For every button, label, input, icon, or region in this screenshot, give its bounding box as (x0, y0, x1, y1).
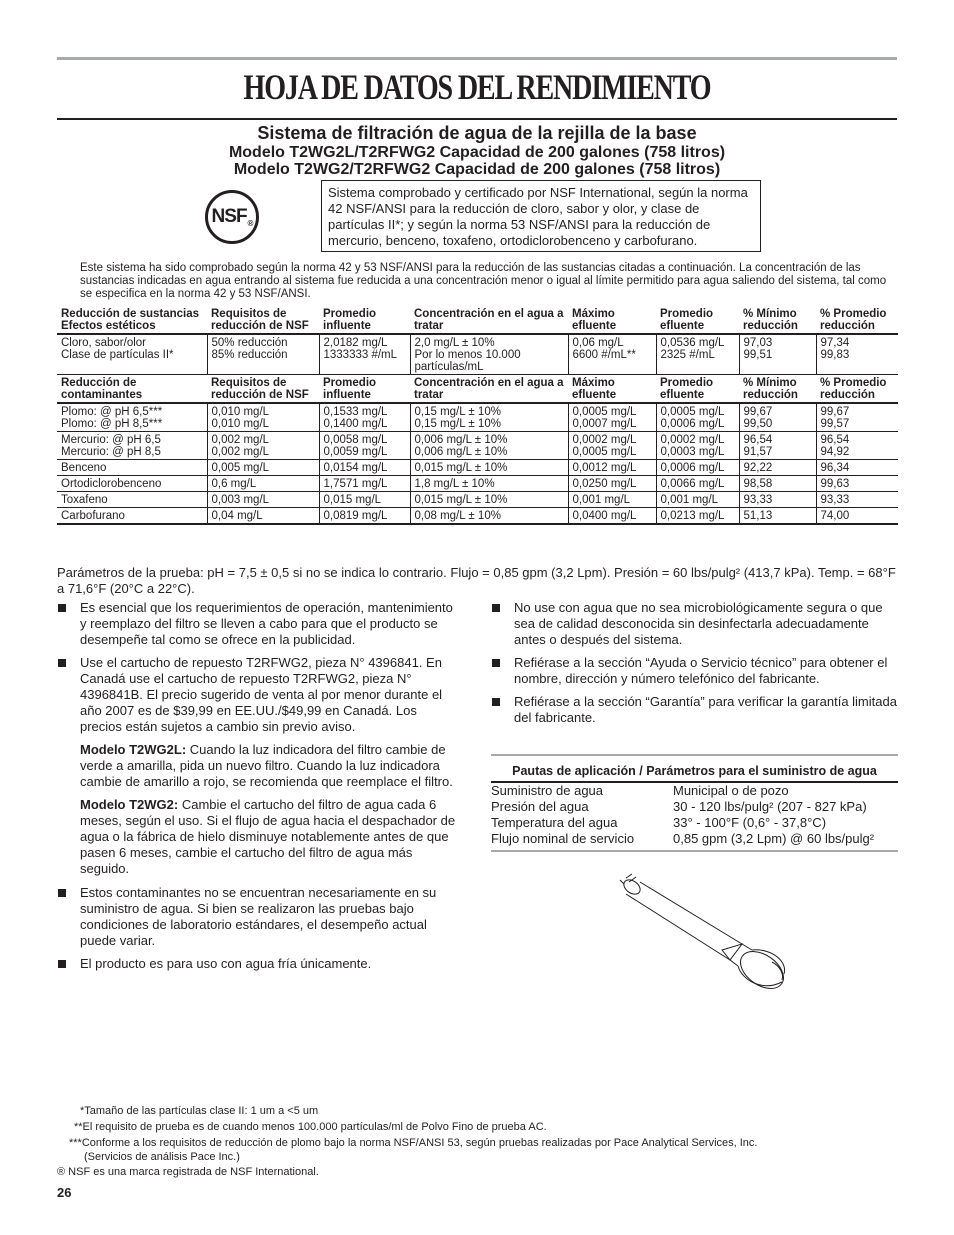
bullet-square-icon (58, 604, 66, 612)
section-heading (0, 122, 954, 178)
table-cell: 0,0819 mg/L (319, 508, 410, 525)
list-item-text: Refiérase a la sección “Ayuda o Servicio técnico” para obtener el nombre, dirección y número telefónico del fabricante. (514, 655, 888, 686)
guidelines-rows (491, 783, 898, 847)
table-row (57, 460, 898, 476)
table-cell: 0,08 mg/L ± 10% (410, 508, 568, 525)
table-cell: 0,005 mg/L (207, 460, 319, 476)
table-cell: 0,001 mg/L (568, 492, 656, 508)
table-cell: 0,0536 mg/L 2325 #/mL (656, 334, 739, 375)
table-cell: 0,0400 mg/L (568, 508, 656, 525)
table-cell: 99,63 (816, 476, 898, 492)
table-cell: Ortodiclorobenceno (61, 478, 162, 490)
table-header-row (57, 306, 898, 334)
table-cell: 92,22 (739, 460, 816, 476)
table-cell: 0,0002 mg/L 0,0003 mg/L (656, 432, 739, 460)
table-cell: 0,0006 mg/L (656, 460, 739, 476)
table-cell: 96,54 91,57 (739, 432, 816, 460)
list-item (491, 655, 899, 687)
table-cell: 0,0012 mg/L (568, 460, 656, 476)
guidelines-bottom-rule (491, 850, 898, 852)
table-cell: 1,8 mg/L ± 10% (410, 476, 568, 492)
table-header-cell: Máximo efluente (572, 308, 617, 332)
table-cell: 0,003 mg/L (207, 492, 319, 508)
table-header-cell: % Promedio reducción (820, 308, 887, 332)
table-cell: 0,015 mg/L (319, 492, 410, 508)
guidelines-value: 30 - 120 lbs/pulg² (207 - 827 kPa) (673, 799, 867, 814)
list-item (57, 655, 462, 735)
table-header-cell: Máximo efluente (572, 377, 617, 401)
footnote-trademark: ® NSF es una marca registrada de NSF International. (57, 1166, 319, 1178)
footnote-test-requirement: **El requisito de prueba es de cuando menos 100.000 partículas/ml de Polvo Fino de prueba AC. (74, 1121, 547, 1133)
filter-cartridge-illustration (612, 870, 802, 990)
table-header-cell: % Promedio reducción (820, 377, 887, 401)
page-title: HOJA DE DATOS DEL RENDIMIENTO (243, 67, 711, 107)
guidelines-key: Presión del agua (491, 799, 589, 814)
table-cell: 0,002 mg/L 0,002 mg/L (207, 432, 319, 460)
table-cell: 96,54 94,92 (816, 432, 898, 460)
list-item-text: Use el cartucho de repuesto T2RFWG2, pieza N° 4396841. En Canadá use el cartucho de repuesto T2RFWG2, pieza N° 4396841B. El precio sugerido de venta al por menor durante el año 2007 es de $39,99 en EE.UU./$49,99 en Canadá. Los precios están sujetos a cambio sin previo aviso. (80, 655, 443, 734)
model-note-t2wg2 (57, 797, 462, 877)
list-item (57, 956, 462, 972)
table-cell: 96,34 (816, 460, 898, 476)
table-header-row (57, 375, 898, 404)
table-cell: 97,03 99,51 (739, 334, 816, 375)
footnote-lead-reduction-cont: (Servicios de análisis Pace Inc.) (84, 1151, 240, 1163)
table-row (57, 508, 898, 525)
table-header-cell: Promedio efluente (660, 377, 714, 401)
table-cell: 99,67 99,50 (739, 403, 816, 432)
list-item (491, 694, 899, 726)
bullet-square-icon (58, 889, 66, 897)
table-header-cell: % Mínimo reducción (743, 308, 798, 332)
nsf-logo-text: NSF (211, 206, 247, 227)
list-item-text: Refiérase a la sección “Garantía” para verificar la garantía limitada del fabricante. (514, 694, 897, 725)
table-cell: Plomo: @ pH 6,5*** Plomo: @ pH 8,5*** (61, 406, 163, 430)
guidelines-key: Flujo nominal de servicio (491, 831, 635, 846)
table-cell: 97,34 99,83 (816, 334, 898, 375)
footnote-particle-size: *Tamaño de las partículas clase II: 1 um a <5 um (80, 1105, 319, 1117)
guidelines-value: 33° - 100°F (0,6° - 37,8°C) (673, 815, 827, 830)
list-item (57, 600, 462, 648)
table-header-cell: Reducción de contaminantes (61, 377, 143, 401)
table-cell: 0,010 mg/L 0,010 mg/L (207, 403, 319, 432)
list-item-text: No use con agua que no sea microbiológicamente segura o que sea de calidad desconocida sin desinfectarla adecuadamente antes o después del sistema. (514, 600, 883, 647)
model-note-label: Modelo T2WG2L: (80, 742, 187, 757)
table-header-cell: Promedio influente (323, 377, 377, 401)
table-cell: 0,0213 mg/L (656, 508, 739, 525)
table-row (57, 476, 898, 492)
application-guidelines (491, 754, 898, 852)
table-cell: 0,0005 mg/L 0,0007 mg/L (568, 403, 656, 432)
system-name: Sistema de filtración de agua de la rejilla de la base (257, 123, 697, 143)
table-cell: 0,06 mg/L 6600 #/mL** (568, 334, 656, 375)
right-column (491, 600, 899, 733)
test-parameters: Parámetros de la prueba: pH = 7,5 ± 0,5 si no se indica lo contrario. Flujo = 0,85 gpm (3,2 Lpm). Presión = 60 lbs/pulg² (413,7 kPa). Temp. = 68°F a 71,6°F (20°C a 22°C). (57, 565, 896, 596)
table-header-cell: Concentración en el agua a tratar (414, 308, 564, 332)
table-cell: 1,7571 mg/L (319, 476, 410, 492)
table-cell: 93,33 (739, 492, 816, 508)
table-cell: 99,67 99,57 (816, 403, 898, 432)
list-item-text: Es esencial que los requerimientos de operación, mantenimiento y reemplazo del filtro se lleven a cabo para que el producto se desempeñe tal como se ofrece en la publicidad. (80, 600, 453, 647)
table-header-cell: Reducción de sustancias Efectos estéticos (61, 308, 200, 332)
table-header-cell: Promedio influente (323, 308, 377, 332)
table-cell: 0,006 mg/L ± 10% 0,006 mg/L ± 10% (410, 432, 568, 460)
table-row (57, 403, 898, 432)
bullet-square-icon (58, 659, 66, 667)
bullet-square-icon (492, 698, 500, 706)
list-item-text: El producto es para uso con agua fría únicamente. (80, 956, 372, 971)
table-cell: 0,0066 mg/L (656, 476, 739, 492)
table-cell: 2,0182 mg/L 1333333 #/mL (319, 334, 410, 375)
certification-box: Sistema comprobado y certificado por NSF International, según la norma 42 NSF/ANSI para la reducción de cloro, sabor y olor, y clase de partículas II*; y según la norma 53 NSF/ANSI para la reducción de mercurio, benceno, toxafeno, ortodiclorobenceno y carbofurano. (321, 180, 761, 252)
table-cell: 0,001 mg/L (656, 492, 739, 508)
table-cell: 74,00 (816, 508, 898, 525)
footnote-lead-reduction: ***Conforme a los requisitos de reducción de plomo bajo la norma NSF/ANSI 53, según pruebas realizadas por Pace Analytical Services, Inc. (69, 1137, 758, 1149)
table-cell: 0,6 mg/L (207, 476, 319, 492)
guidelines-row (491, 783, 898, 799)
guidelines-key: Suministro de agua (491, 783, 604, 798)
table-cell: 0,0005 mg/L 0,0006 mg/L (656, 403, 739, 432)
table-header-cell: % Mínimo reducción (743, 377, 798, 401)
table-cell: Cloro, sabor/olor Clase de partículas II* (61, 337, 174, 361)
model-line-2: Modelo T2WG2/T2RFWG2 Capacidad de 200 galones (758 litros) (233, 161, 721, 178)
title-rule (57, 118, 897, 120)
performance-table (57, 306, 898, 525)
table-row (57, 432, 898, 460)
list-item (57, 885, 462, 949)
nsf-logo-reg: ® (247, 218, 253, 228)
model-line-1: Modelo T2WG2L/T2RFWG2 Capacidad de 200 galones (758 litros) (228, 144, 726, 161)
table-cell: 0,015 mg/L ± 10% (410, 492, 568, 508)
table-header-cell: Requisitos de reducción de NSF (211, 308, 309, 332)
model-note-text: Cambie el cartucho del filtro de agua cada 6 meses, según el uso. Si el flujo de agua hacia el despachador de agua o la fábrica de hielo disminuye notablemente antes de que pasen 6 meses, cambie el cartucho del filtro de agua más seguido. (80, 797, 456, 876)
table-cell: 0,0154 mg/L (319, 460, 410, 476)
table-header-cell: Promedio efluente (660, 308, 714, 332)
table-header-cell: Concentración en el agua a tratar (414, 377, 564, 401)
table-cell: 93,33 (816, 492, 898, 508)
bullet-square-icon (58, 960, 66, 968)
list-item-text: Estos contaminantes no se encuentran necesariamente en su suministro de agua. Si bien se realizaron las pruebas bajo condiciones de laboratorio estándares, el desempeño actual puede variar. (80, 885, 437, 948)
table-cell: 0,0058 mg/L 0,0059 mg/L (319, 432, 410, 460)
table-cell: Mercurio: @ pH 6,5 Mercurio: @ pH 8,5 (61, 434, 161, 458)
table-row (57, 334, 898, 375)
table-cell: 51,13 (739, 508, 816, 525)
page-number: 26 (57, 1185, 72, 1200)
guidelines-row (491, 815, 898, 831)
table-cell: 2,0 mg/L ± 10% Por lo menos 10.000 partículas/mL (410, 334, 568, 375)
list-item (491, 600, 899, 648)
intro-paragraph: Este sistema ha sido comprobado según la norma 42 y 53 NSF/ANSI para la reducción de las sustancias citadas a continuación. La concentración de las sustancias indicadas en agua entrando al sistema fue reducida a una concentración menor o igual al límite permitido para agua saliendo del sistema, tal como se especifica en la norma 42 y 53 NSF/ANSI. (80, 262, 887, 300)
table-cell: Toxafeno (61, 494, 108, 506)
model-note-text: Cuando la luz indicadora del filtro cambie de verde a amarilla, pida un nuevo filtro. Cuando la luz indicadora cambie de amarillo a rojo, se recomienda que reemplace el filtro. (80, 742, 453, 789)
table-cell: 0,0250 mg/L (568, 476, 656, 492)
guidelines-value: 0,85 gpm (3,2 Lpm) @ 60 lbs/pulg² (673, 831, 875, 846)
model-note-t2wg2l (57, 742, 462, 790)
guidelines-value: Municipal o de pozo (673, 783, 789, 798)
table-cell: 0,04 mg/L (207, 508, 319, 525)
table-cell: Benceno (61, 462, 107, 474)
left-column (57, 600, 462, 979)
table-cell: 0,1533 mg/L 0,1400 mg/L (319, 403, 410, 432)
table-cell: 0,15 mg/L ± 10% 0,15 mg/L ± 10% (410, 403, 568, 432)
table-row (57, 492, 898, 508)
model-note-label: Modelo T2WG2: (80, 797, 179, 812)
table-cell: 0,0002 mg/L 0,0005 mg/L (568, 432, 656, 460)
bullet-square-icon (492, 604, 500, 612)
bullet-square-icon (492, 659, 500, 667)
table-cell: Carbofurano (61, 510, 125, 522)
top-rule (57, 57, 897, 60)
guidelines-heading: Pautas de aplicación / Parámetros para el suministro de agua (491, 756, 898, 783)
guidelines-row (491, 799, 898, 815)
guidelines-key: Temperatura del agua (491, 815, 618, 830)
table-cell: 0,015 mg/L ± 10% (410, 460, 568, 476)
guidelines-row (491, 831, 898, 847)
table-header-cell: Requisitos de reducción de NSF (211, 377, 309, 401)
nsf-logo (205, 190, 259, 244)
table-cell: 50% reducción 85% reducción (207, 334, 319, 375)
table-cell: 98,58 (739, 476, 816, 492)
